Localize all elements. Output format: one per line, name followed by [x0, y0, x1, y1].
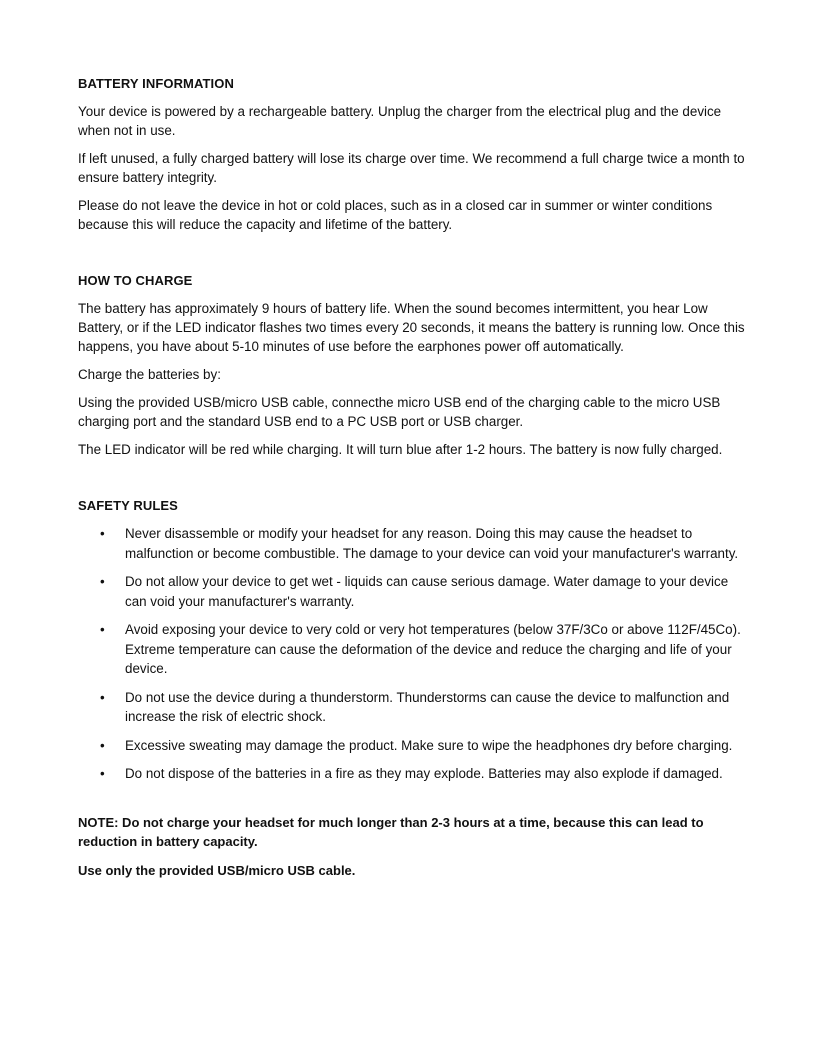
charge-paragraph-2: Charge the batteries by: — [78, 367, 221, 382]
bullet-icon: • — [100, 574, 105, 589]
safety-rules-list — [78, 524, 748, 784]
how-to-charge-heading: HOW TO CHARGE — [78, 273, 193, 288]
safety-rule-text: Never disassemble or modify your headset for any reason. Doing this may cause the headset to malfunction or become combustible. The damage to your device can void your manufacturer's warranty. — [125, 526, 739, 561]
list-item — [78, 688, 748, 727]
safety-rules-heading: SAFETY RULES — [78, 498, 178, 513]
bullet-icon: • — [100, 622, 105, 637]
list-item — [78, 764, 748, 784]
safety-rule-text: Excessive sweating may damage the product. Make sure to wipe the headphones dry before charging. — [125, 737, 733, 753]
note-charging-duration: NOTE: Do not charge your headset for much longer than 2-3 hours at a time, because this can lead to reduction in battery capacity. — [78, 814, 704, 849]
safety-rule-text: Do not use the device during a thunderstorm. Thunderstorms can cause the device to malfunction and increase the risk of electric shock. — [125, 689, 730, 724]
charge-paragraph-4: The LED indicator will be red while charging. It will turn blue after 1-2 hours. The battery is now fully charged. — [78, 442, 723, 457]
section-spacer — [78, 243, 748, 271]
list-item — [78, 572, 748, 611]
charge-paragraph-3: Using the provided USB/micro USB cable, connecthe micro USB end of the charging cable to the micro USB charging port and the standard USB end to a PC USB port or USB charger. — [78, 395, 721, 429]
section-spacer — [78, 793, 748, 813]
charge-paragraph-1: The battery has approximately 9 hours of battery life. When the sound becomes intermittent, you hear Low Battery, or if the LED indicator flashes two times every 20 seconds, it means the battery is running low. Once this happens, you have about 5-10 minutes of use before the earphones power off automatically. — [78, 301, 745, 354]
battery-paragraph-2: If left unused, a fully charged battery will lose its charge over time. We recommend a full charge twice a month to ensure battery integrity. — [78, 151, 745, 185]
battery-information-heading: BATTERY INFORMATION — [78, 76, 234, 91]
battery-paragraph-3: Please do not leave the device in hot or cold places, such as in a closed car in summer or winter conditions because this will reduce the capacity and lifetime of the battery. — [78, 198, 713, 232]
bullet-icon: • — [100, 766, 105, 781]
bullet-icon: • — [100, 737, 105, 753]
battery-paragraph-1: Your device is powered by a rechargeable battery. Unplug the charger from the electrical plug and the device when not in use. — [78, 104, 722, 138]
note-use-provided-cable: Use only the provided USB/micro USB cable. — [78, 862, 356, 878]
bullet-icon: • — [100, 689, 105, 705]
section-spacer — [78, 468, 748, 496]
list-item — [78, 736, 748, 756]
safety-rule-text: Do not allow your device to get wet - liquids can cause serious damage. Water damage to your device can void your manufacturer's warranty. — [125, 574, 729, 609]
safety-rule-text: Do not dispose of the batteries in a fire as they may explode. Batteries may also explode if damaged. — [125, 766, 723, 781]
list-item — [78, 620, 748, 679]
bullet-icon: • — [100, 526, 105, 541]
list-item — [78, 524, 748, 563]
safety-rule-text: Avoid exposing your device to very cold or very hot temperatures (below 37F/3Co or above 112F/45Co). Extreme temperature can cause the deformation of the device and reduce the charging and life of your device. — [125, 622, 741, 676]
document-page — [78, 74, 748, 889]
